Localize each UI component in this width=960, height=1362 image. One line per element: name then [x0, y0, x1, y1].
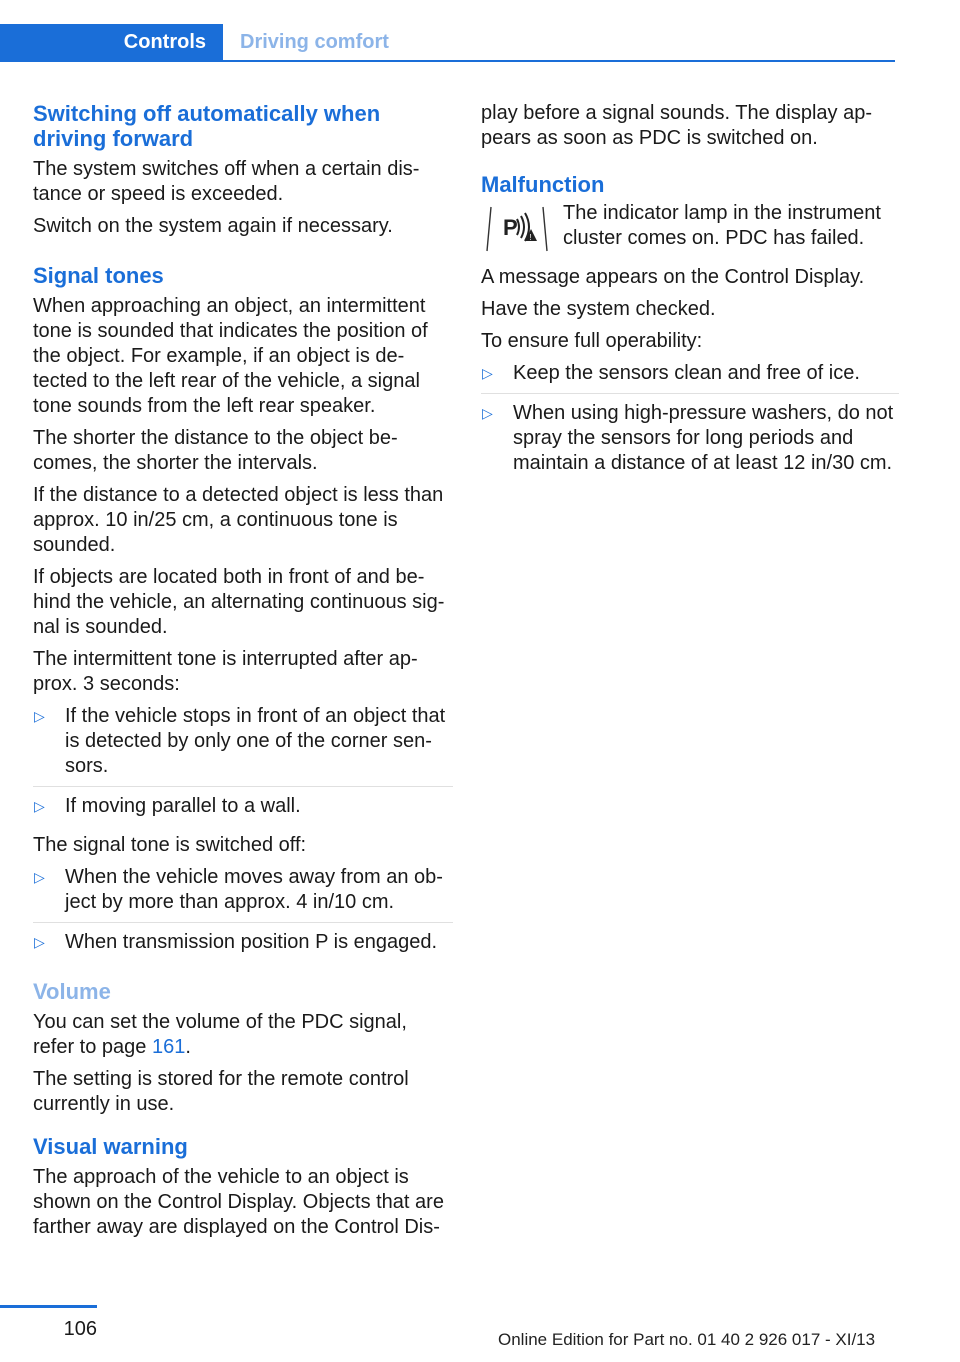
edition-note: Online Edition for Part no. 01 40 2 926 017 - XI/13: [498, 1330, 876, 1349]
paragraph: Switch on the system again if necessary.: [33, 215, 393, 237]
heading-malfunction: Malfunction: [481, 172, 605, 197]
svg-text:P: P: [503, 215, 518, 240]
lamp-description: The indicator lamp in the instrument cluster comes on. PDC has failed.: [563, 202, 881, 249]
bullet-list: [481, 361, 899, 483]
bullet-triangle-icon: ▷: [34, 708, 45, 724]
paragraph: The intermittent tone is interrupted after ap-prox. 3 seconds:: [33, 648, 418, 695]
bullet-triangle-icon: ▷: [34, 798, 45, 814]
header-divider: [0, 60, 895, 62]
bullet-triangle-icon: ▷: [34, 869, 45, 885]
list-item: ▷ When using high-pressure washers, do not spray the sensors for long periods and maintain a distance of at least 12 in/30 cm.: [482, 402, 894, 474]
heading-signal-tones: Signal tones: [33, 263, 164, 288]
bullet-triangle-icon: ▷: [34, 934, 45, 950]
list-item: ▷ When transmission position P is engaged.: [34, 931, 438, 953]
paragraph: You can set the volume of the PDC signal, refer to page 161.: [33, 1011, 407, 1058]
paragraph: The setting is stored for the remote control currently in use.: [33, 1068, 409, 1115]
paragraph: If objects are located both in front of and be-hind the vehicle, an alternating continuous sig-nal is sounded.: [33, 566, 445, 638]
paragraph: play before a signal sounds. The display ap-pears as soon as PDC is switched on.: [481, 102, 872, 149]
svg-text:!: !: [529, 233, 532, 242]
paragraph: The approach of the vehicle to an object is shown on the Control Display. Objects that are farther away are displayed on the Control Dis-: [33, 1166, 444, 1238]
paragraph: Have the system checked.: [481, 298, 716, 320]
pdc-indicator-lamp-icon: [481, 201, 553, 255]
list-item: ▷ If the vehicle stops in front of an object that is detected by only one of the corner sen-sors.: [33, 704, 453, 787]
page-number: 106: [63, 1318, 97, 1340]
page-header: [0, 24, 895, 62]
paragraph: The system switches off when a certain dis-tance or speed is exceeded.: [33, 158, 420, 205]
paragraph: A message appears on the Control Display.: [481, 266, 865, 288]
section-tab-controls[interactable]: Controls: [0, 24, 223, 60]
heading-switching-off: Switching off automatically when driving forward: [33, 101, 381, 151]
paragraph: The shorter the distance to the object be-comes, the shorter the intervals.: [33, 427, 398, 474]
paragraph: If the distance to a detected object is less than approx. 10 in/25 cm, a continuous tone is sounded.: [33, 484, 444, 556]
paragraph: The signal tone is switched off:: [33, 834, 307, 856]
list-item: ▷ If moving parallel to a wall.: [34, 795, 301, 817]
bullet-triangle-icon: ▷: [482, 405, 493, 421]
paragraph: When approaching an object, an intermittent tone is sounded that indicates the position of the object. For example, if an object is de-tected to the left rear of the vehicle, a signal tone sounds from the left rear speaker.: [33, 295, 428, 417]
list-item: ▷ When the vehicle moves away from an ob-ject by more than approx. 4 in/10 cm.: [33, 865, 453, 923]
bullet-list: [33, 704, 453, 826]
indicator-lamp-row: [481, 201, 899, 255]
heading-visual-warning: Visual warning: [33, 1134, 188, 1159]
right-column: [481, 101, 899, 490]
footer-divider: [0, 1305, 97, 1308]
paragraph: To ensure full operability:: [481, 330, 703, 352]
list-item: ▷ Keep the sensors clean and free of ice.: [481, 361, 899, 394]
left-column: [33, 101, 453, 1247]
bullet-triangle-icon: ▷: [482, 365, 493, 381]
bullet-list: [33, 865, 453, 962]
page-link-161[interactable]: 161: [151, 1036, 186, 1058]
section-tab-driving-comfort[interactable]: Driving comfort: [240, 30, 389, 53]
heading-volume: Volume: [33, 979, 111, 1004]
